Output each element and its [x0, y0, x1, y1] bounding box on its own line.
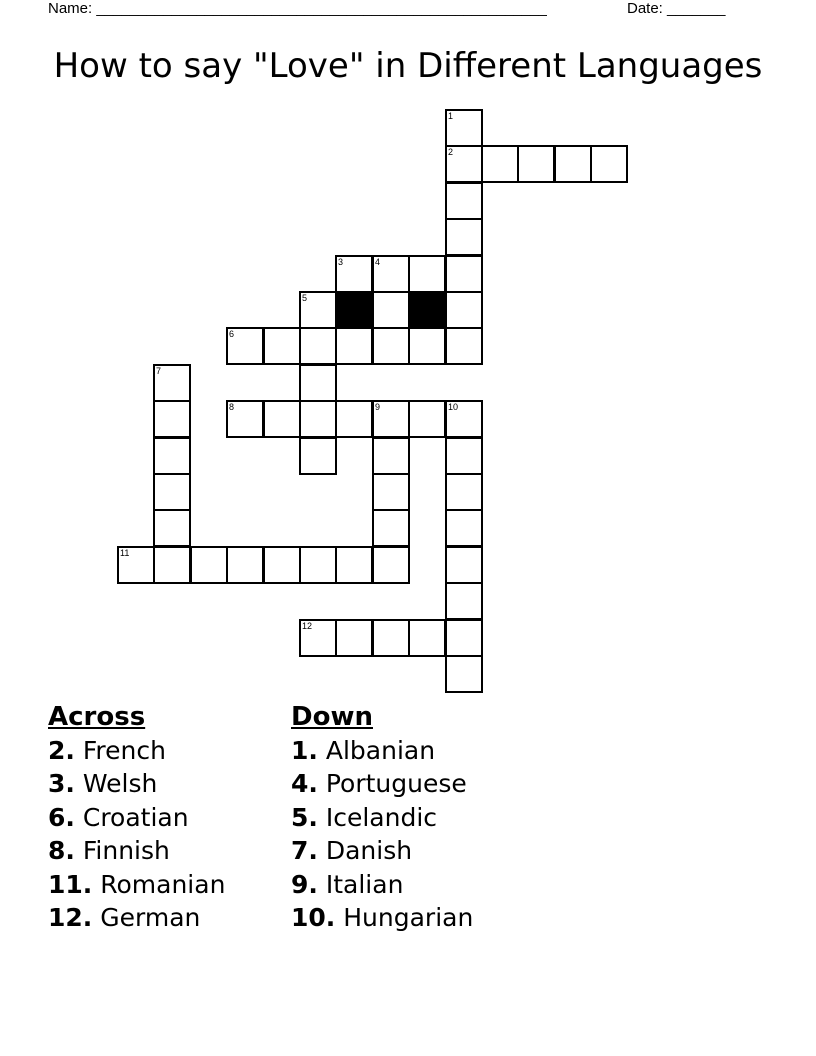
- clue-text: Welsh: [82, 769, 158, 799]
- crossword-cell[interactable]: [445, 145, 483, 183]
- crossword-cell[interactable]: [263, 546, 301, 584]
- crossword-cell[interactable]: [153, 509, 191, 547]
- crossword-cell[interactable]: [263, 400, 301, 438]
- cell-number: 10: [448, 402, 459, 412]
- across-clue: [48, 901, 225, 934]
- clue-number: 12.: [48, 903, 93, 933]
- crossword-cell[interactable]: [226, 327, 264, 365]
- crossword-cell[interactable]: [372, 437, 410, 475]
- cell-number: 1: [448, 111, 454, 121]
- crossword-cell[interactable]: [517, 145, 555, 183]
- crossword-cell[interactable]: [445, 291, 483, 329]
- crossword-cell[interactable]: [372, 473, 410, 511]
- crossword-cell[interactable]: [445, 327, 483, 365]
- cell-number: 12: [302, 621, 313, 631]
- crossword-cell[interactable]: [153, 437, 191, 475]
- crossword-cell[interactable]: [408, 327, 446, 365]
- down-clue: [291, 734, 473, 767]
- crossword-cell[interactable]: [445, 437, 483, 475]
- across-clue: [48, 801, 225, 834]
- clue-text: Croatian: [82, 802, 189, 832]
- clue-text: Finnish: [82, 836, 170, 866]
- clue-number: 9.: [291, 869, 318, 899]
- cell-number: 8: [229, 402, 235, 412]
- crossword-cell[interactable]: [299, 327, 337, 365]
- crossword-cell[interactable]: [445, 546, 483, 584]
- crossword-cell[interactable]: [445, 400, 483, 438]
- clue-number: 4.: [291, 769, 318, 799]
- crossword-cell[interactable]: [445, 182, 483, 220]
- crossword-cell[interactable]: [335, 619, 373, 657]
- cell-number: 4: [375, 257, 381, 267]
- crossword-cell[interactable]: [117, 546, 155, 584]
- crossword-cell[interactable]: [299, 364, 337, 402]
- clue-number: 3.: [48, 769, 75, 799]
- clue-number: 11.: [48, 869, 93, 899]
- crossword-cell[interactable]: [445, 582, 483, 620]
- cell-number: 3: [338, 257, 344, 267]
- puzzle-title: How to say "Love" in Different Languages: [53, 46, 763, 86]
- crossword-cell[interactable]: [445, 655, 483, 693]
- crossword-cell[interactable]: [408, 619, 446, 657]
- cell-number: 9: [375, 402, 381, 412]
- crossword-cell[interactable]: [372, 400, 410, 438]
- clue-text: Italian: [325, 869, 404, 899]
- crossword-cell[interactable]: [226, 400, 264, 438]
- down-clue: [291, 868, 473, 901]
- crossword-cell[interactable]: [153, 364, 191, 402]
- crossword-cell[interactable]: [554, 145, 592, 183]
- crossword-cell[interactable]: [335, 327, 373, 365]
- crossword-cell[interactable]: [445, 218, 483, 256]
- blocked-cell: [335, 291, 373, 329]
- cell-number: 2: [448, 147, 454, 157]
- cell-number: 6: [229, 329, 235, 339]
- crossword-cell[interactable]: [445, 619, 483, 657]
- crossword-cell[interactable]: [153, 473, 191, 511]
- down-clue: [291, 834, 473, 867]
- clue-number: 5.: [291, 802, 318, 832]
- crossword-cell[interactable]: [335, 546, 373, 584]
- across-clue: [48, 734, 225, 767]
- clue-text: Albanian: [325, 736, 436, 765]
- cell-number: 5: [302, 293, 308, 303]
- clue-text: Icelandic: [325, 802, 438, 832]
- crossword-cell[interactable]: [372, 291, 410, 329]
- clue-text: Portuguese: [325, 769, 467, 799]
- name-label: Name: ______________________________________________________: [48, 0, 547, 17]
- clue-number: 1.: [291, 736, 318, 765]
- crossword-cell[interactable]: [263, 327, 301, 365]
- clue-text: Romanian: [100, 869, 226, 899]
- crossword-cell[interactable]: [481, 145, 519, 183]
- crossword-cell[interactable]: [226, 546, 264, 584]
- down-clues: [291, 700, 473, 934]
- crossword-cell[interactable]: [372, 327, 410, 365]
- clue-text: German: [100, 903, 201, 933]
- crossword-cell[interactable]: [299, 437, 337, 475]
- clue-number: 10.: [291, 903, 336, 933]
- down-heading: Down: [291, 702, 373, 732]
- crossword-cell[interactable]: [299, 400, 337, 438]
- crossword-cell[interactable]: [372, 619, 410, 657]
- crossword-cell[interactable]: [153, 546, 191, 584]
- cell-number: 11: [120, 548, 130, 558]
- crossword-cell[interactable]: [445, 109, 483, 147]
- cell-number: 7: [156, 366, 162, 376]
- clue-text: French: [82, 736, 166, 765]
- across-heading: Across: [48, 702, 146, 732]
- crossword-cell[interactable]: [445, 255, 483, 293]
- down-clue: [291, 901, 473, 934]
- clue-text: Hungarian: [343, 903, 474, 933]
- across-clue: [48, 767, 225, 800]
- across-clue: [48, 834, 225, 867]
- crossword-cell[interactable]: [445, 509, 483, 547]
- crossword-cell[interactable]: [335, 400, 373, 438]
- clue-number: 7.: [291, 836, 318, 866]
- clue-number: 2.: [48, 736, 75, 765]
- crossword-cell[interactable]: [299, 546, 337, 584]
- clue-text: Danish: [325, 836, 413, 866]
- across-clue: [48, 868, 225, 901]
- clue-number: 6.: [48, 802, 75, 832]
- crossword-cell[interactable]: [445, 473, 483, 511]
- across-clues: [48, 700, 225, 934]
- crossword-cell[interactable]: [299, 619, 337, 657]
- crossword-cell[interactable]: [408, 255, 446, 293]
- crossword-cell[interactable]: [372, 546, 410, 584]
- clue-number: 8.: [48, 836, 75, 866]
- blocked-cell: [408, 291, 446, 329]
- crossword-cell[interactable]: [590, 145, 628, 183]
- crossword-cell[interactable]: [153, 400, 191, 438]
- down-clue: [291, 801, 473, 834]
- crossword-cell[interactable]: [335, 255, 373, 293]
- date-label: Date: _______: [627, 0, 726, 17]
- crossword-cell[interactable]: [372, 509, 410, 547]
- crossword-cell[interactable]: [408, 400, 446, 438]
- crossword-cell[interactable]: [372, 255, 410, 293]
- down-clue: [291, 767, 473, 800]
- crossword-cell[interactable]: [299, 291, 337, 329]
- crossword-cell[interactable]: [190, 546, 228, 584]
